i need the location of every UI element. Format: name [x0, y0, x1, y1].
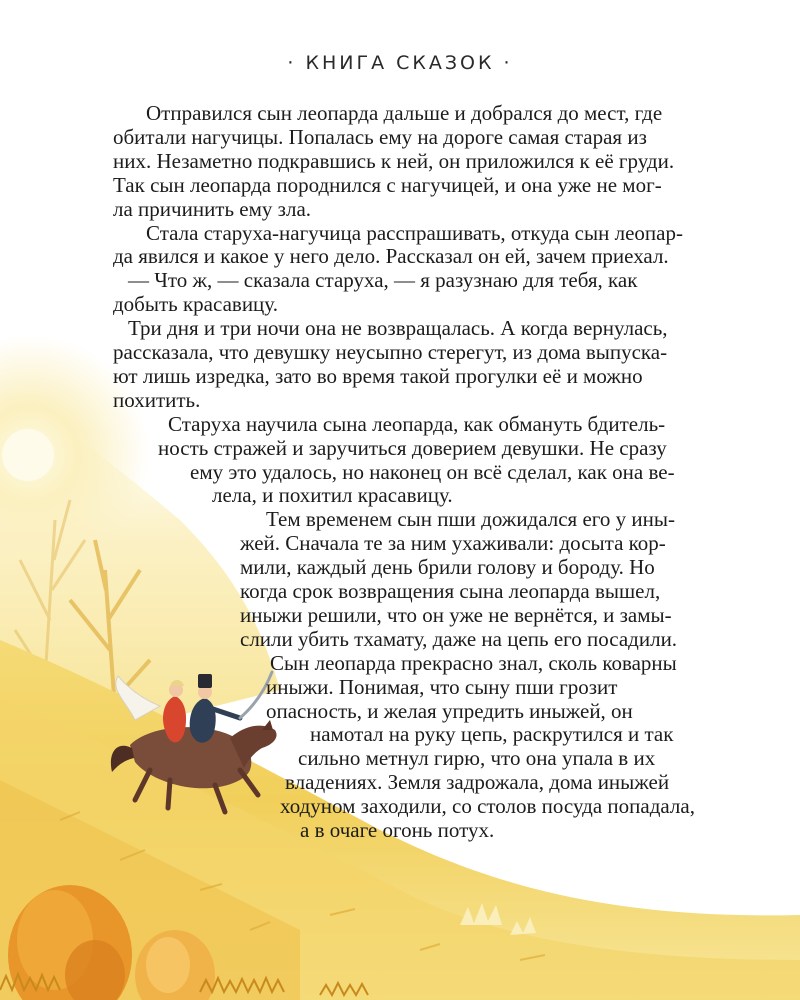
- text-line: Старуха научила сына леопарда, как обмануть бдитель-: [168, 411, 666, 436]
- text-line: намотал на руку цепь, раскрутился и так: [310, 722, 674, 747]
- text-line: рассказала, что девушку неусыпно стерегут, из дома выпуска-: [113, 340, 668, 364]
- text-line: Стала старуха-нагучица расспрашивать, откуда сын леопар-: [146, 220, 683, 245]
- text-line: ют лишь изредка, зато во время такой прогулки её и можно: [113, 363, 643, 388]
- text-line: да явился и какое у него дело. Рассказал он ей, зачем приехал.: [113, 244, 669, 269]
- text-line: жей. Сначала те за ним ухаживали: досыта кор-: [240, 531, 666, 556]
- text-line: Отправился сын леопарда дальше и добрался до мест, где: [146, 101, 663, 125]
- text-line: сильно метнул гирю, что она упала в их: [298, 746, 656, 771]
- text-line: обитали нагучицы. Попалась ему на дороге самая старая из: [113, 124, 647, 149]
- text-line: — Что ж, — сказала старуха, — я разузнаю для тебя, как: [128, 268, 638, 293]
- text-line: Три дня и три ночи она не возвращалась. А когда вернулась,: [128, 316, 668, 341]
- text-line: ность стражей и заручиться доверием девушки. Не сразу: [158, 435, 667, 460]
- text-line: иныжи. Понимая, что сыну пши грозит: [266, 674, 618, 699]
- text-line: когда срок возвращения сына леопарда вышел,: [240, 579, 661, 603]
- text-line: Так сын леопарда породнился с нагучицей, и она уже не мог-: [113, 172, 662, 197]
- text-line: слили убить тхамату, даже на цепь его посадили.: [240, 626, 678, 651]
- text-line: Тем временем сын пши дожидался его у ины-: [266, 507, 675, 532]
- text-line: ходуном заходили, со столов посуда попадала,: [280, 794, 695, 819]
- text-line: мили, каждый день брили голову и бороду. Но: [240, 555, 655, 580]
- text-line: владениях. Земля задрожала, дома иныжей: [285, 770, 670, 795]
- text-line: иныжи решили, что он уже не вернётся, и замы-: [240, 602, 672, 627]
- running-header: · КНИГА СКАЗОК ·: [287, 52, 513, 74]
- text-line: ла причинить ему зла.: [113, 196, 312, 221]
- text-line: них. Незаметно подкравшись к ней, он приложился к её груди.: [113, 148, 675, 173]
- text-line: лела, и похитил красавицу.: [212, 483, 453, 508]
- text-line: а в очаге огонь потух.: [300, 818, 495, 842]
- text-line: опасность, и желая упредить иныжей, он: [266, 698, 633, 723]
- text-line: похитить.: [113, 387, 201, 412]
- text-line: добыть красавицу.: [113, 292, 278, 317]
- text-line: Сын леопарда прекрасно знал, сколь коварны: [270, 650, 677, 675]
- text-line: ему это удалось, но наконец он всё сделал, как она ве-: [190, 459, 675, 484]
